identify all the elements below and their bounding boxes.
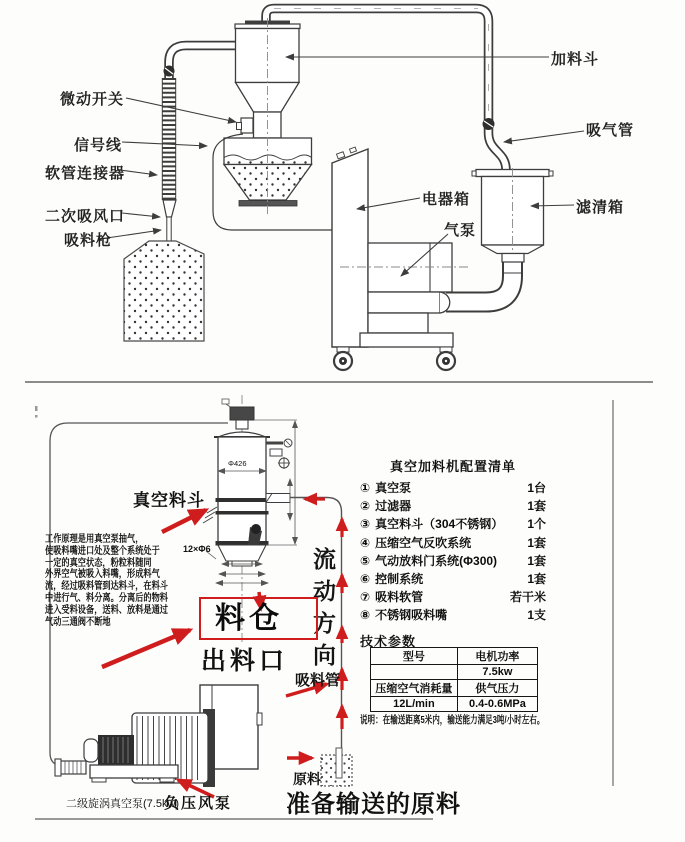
principle-line: 一定的真空状态，粉粒料随同 bbox=[45, 557, 152, 569]
corrugated-hose bbox=[162, 78, 175, 200]
tech-note: 说明：在输送距离5米内，输送能力满足3吨/小时左右。 bbox=[360, 714, 545, 726]
principle-line: 流，经过吸料管到达料斗，在料斗 bbox=[45, 581, 168, 593]
principle-line: 气动三通阀不断地 bbox=[45, 616, 111, 628]
table-cell: 12L/min bbox=[371, 697, 458, 712]
tech-params-table bbox=[370, 647, 538, 712]
material-pile bbox=[124, 241, 204, 341]
config-item bbox=[360, 515, 546, 533]
item-qty: 1支 bbox=[527, 608, 546, 623]
raw-material-label: 原料 bbox=[293, 771, 321, 787]
hose-connector-label: 软管连接器 bbox=[45, 165, 126, 182]
filter-box-shape bbox=[472, 168, 553, 262]
table-cell: 供气压力 bbox=[457, 680, 537, 697]
pump-model-label: 二级旋涡真空泵(7.5kw) bbox=[66, 798, 180, 810]
item-number: ⑤ bbox=[360, 553, 371, 568]
item-qty: 1台 bbox=[527, 481, 546, 495]
table-cell bbox=[371, 665, 458, 680]
item-name: 真空泵 bbox=[375, 481, 412, 495]
item-number: ① bbox=[360, 481, 371, 495]
table-row bbox=[371, 665, 538, 680]
ready-material-label: 准备输送的原料 bbox=[286, 792, 461, 818]
secondary-air-inlet-part bbox=[163, 200, 176, 217]
blower-pump-shape bbox=[55, 685, 262, 787]
air-pump-label: 气泵 bbox=[444, 222, 477, 239]
item-number: ② bbox=[360, 499, 371, 514]
diameter-dimension-label: Φ426 bbox=[228, 459, 247, 468]
bolt-dimension-label: 12×Φ6 bbox=[183, 544, 211, 554]
item-number: ③ bbox=[360, 517, 371, 532]
table-cell: 型号 bbox=[371, 648, 458, 665]
config-item bbox=[360, 570, 546, 588]
item-qty: 1套 bbox=[527, 553, 546, 568]
config-item bbox=[360, 497, 546, 515]
table-cell: 压缩空气消耗量 bbox=[371, 680, 458, 697]
vacuum-hopper-label: 真空料斗 bbox=[133, 491, 205, 510]
feed-hopper-label: 加料斗 bbox=[551, 51, 600, 68]
principle-line: 工作原理是用真空泵抽气， bbox=[45, 534, 144, 545]
signal-line-label: 信号线 bbox=[74, 137, 123, 154]
item-name: 压缩空气反吹系统 bbox=[375, 535, 472, 550]
caster-wheel bbox=[437, 347, 455, 370]
item-qty: 1个 bbox=[527, 517, 546, 532]
item-name: 真空料斗（304不锈钢） bbox=[375, 517, 504, 532]
suction-tube-label: 吸料管 bbox=[295, 672, 341, 689]
config-list-title: 真空加料机配置清单 bbox=[389, 459, 516, 474]
item-name: 过滤器 bbox=[375, 499, 412, 514]
config-item bbox=[360, 534, 546, 552]
electric-box-shape bbox=[332, 147, 368, 347]
bottom-diagram bbox=[0, 383, 685, 842]
principle-line: 中进行气、料分离。分离后的物料 bbox=[45, 592, 168, 604]
principle-line: 外界空气被吸入料嘴，形成料气 bbox=[45, 569, 160, 581]
tech-params-heading: 技术参数 bbox=[360, 634, 417, 649]
item-qty: 1套 bbox=[527, 535, 546, 550]
suction-pipe-label: 吸气管 bbox=[586, 122, 635, 139]
secondary-air-inlet-label: 二次吸风口 bbox=[45, 208, 126, 225]
table-row bbox=[371, 648, 538, 665]
table-cell: 电机功率 bbox=[457, 648, 537, 665]
hopper-left-pipe bbox=[169, 46, 236, 79]
config-item bbox=[360, 588, 546, 606]
discharge-outlet-label: 出料口 bbox=[201, 647, 289, 675]
principle-line: 使吸料嘴进口处及整个系统处于 bbox=[45, 545, 160, 557]
item-qty: 1套 bbox=[527, 571, 546, 586]
raw-material-box bbox=[321, 748, 352, 786]
suction-gun-label: 吸料枪 bbox=[64, 232, 113, 249]
filter-inlet-pipe bbox=[489, 126, 507, 170]
working-principle-text bbox=[45, 534, 168, 628]
item-number: ④ bbox=[360, 535, 371, 550]
table-row bbox=[371, 697, 538, 712]
item-name: 不锈钢吸料嘴 bbox=[375, 608, 448, 623]
material-bin-box bbox=[199, 597, 318, 640]
config-item bbox=[360, 606, 546, 624]
micro-switch-label: 微动开关 bbox=[60, 91, 125, 108]
micro-switch-part bbox=[237, 118, 254, 133]
item-name: 控制系统 bbox=[375, 571, 424, 586]
config-item bbox=[360, 552, 546, 570]
item-number: ⑧ bbox=[360, 608, 371, 623]
top-diagram bbox=[0, 0, 685, 381]
config-list bbox=[360, 456, 546, 625]
item-number: ⑥ bbox=[360, 571, 371, 586]
principle-line: 进入受料设备，送料、放料是通过 bbox=[45, 604, 168, 616]
item-qty: 1套 bbox=[527, 499, 546, 514]
table-cell: 7.5kw bbox=[457, 665, 537, 680]
caster-wheel bbox=[334, 347, 352, 370]
table-row bbox=[371, 680, 538, 697]
negative-pressure-pump-label: 负压风泵 bbox=[164, 795, 233, 812]
table-cell: 0.4-0.6MPa bbox=[457, 697, 537, 712]
material-bin-label: 料仓 bbox=[215, 602, 283, 635]
item-qty: 若干米 bbox=[509, 590, 546, 605]
flow-direction-label: 流动方向 bbox=[310, 547, 336, 675]
item-name: 吸料软管 bbox=[375, 590, 424, 605]
filter-box-label: 滤清箱 bbox=[576, 199, 625, 216]
electric-box-label: 电器箱 bbox=[422, 191, 471, 208]
config-item bbox=[360, 479, 546, 497]
item-name: 气动放料门系统(Φ300) bbox=[375, 553, 498, 568]
item-number: ⑦ bbox=[360, 590, 371, 605]
bottom-rule bbox=[35, 818, 433, 820]
pump-filter-elbow-pipe bbox=[446, 260, 523, 302]
